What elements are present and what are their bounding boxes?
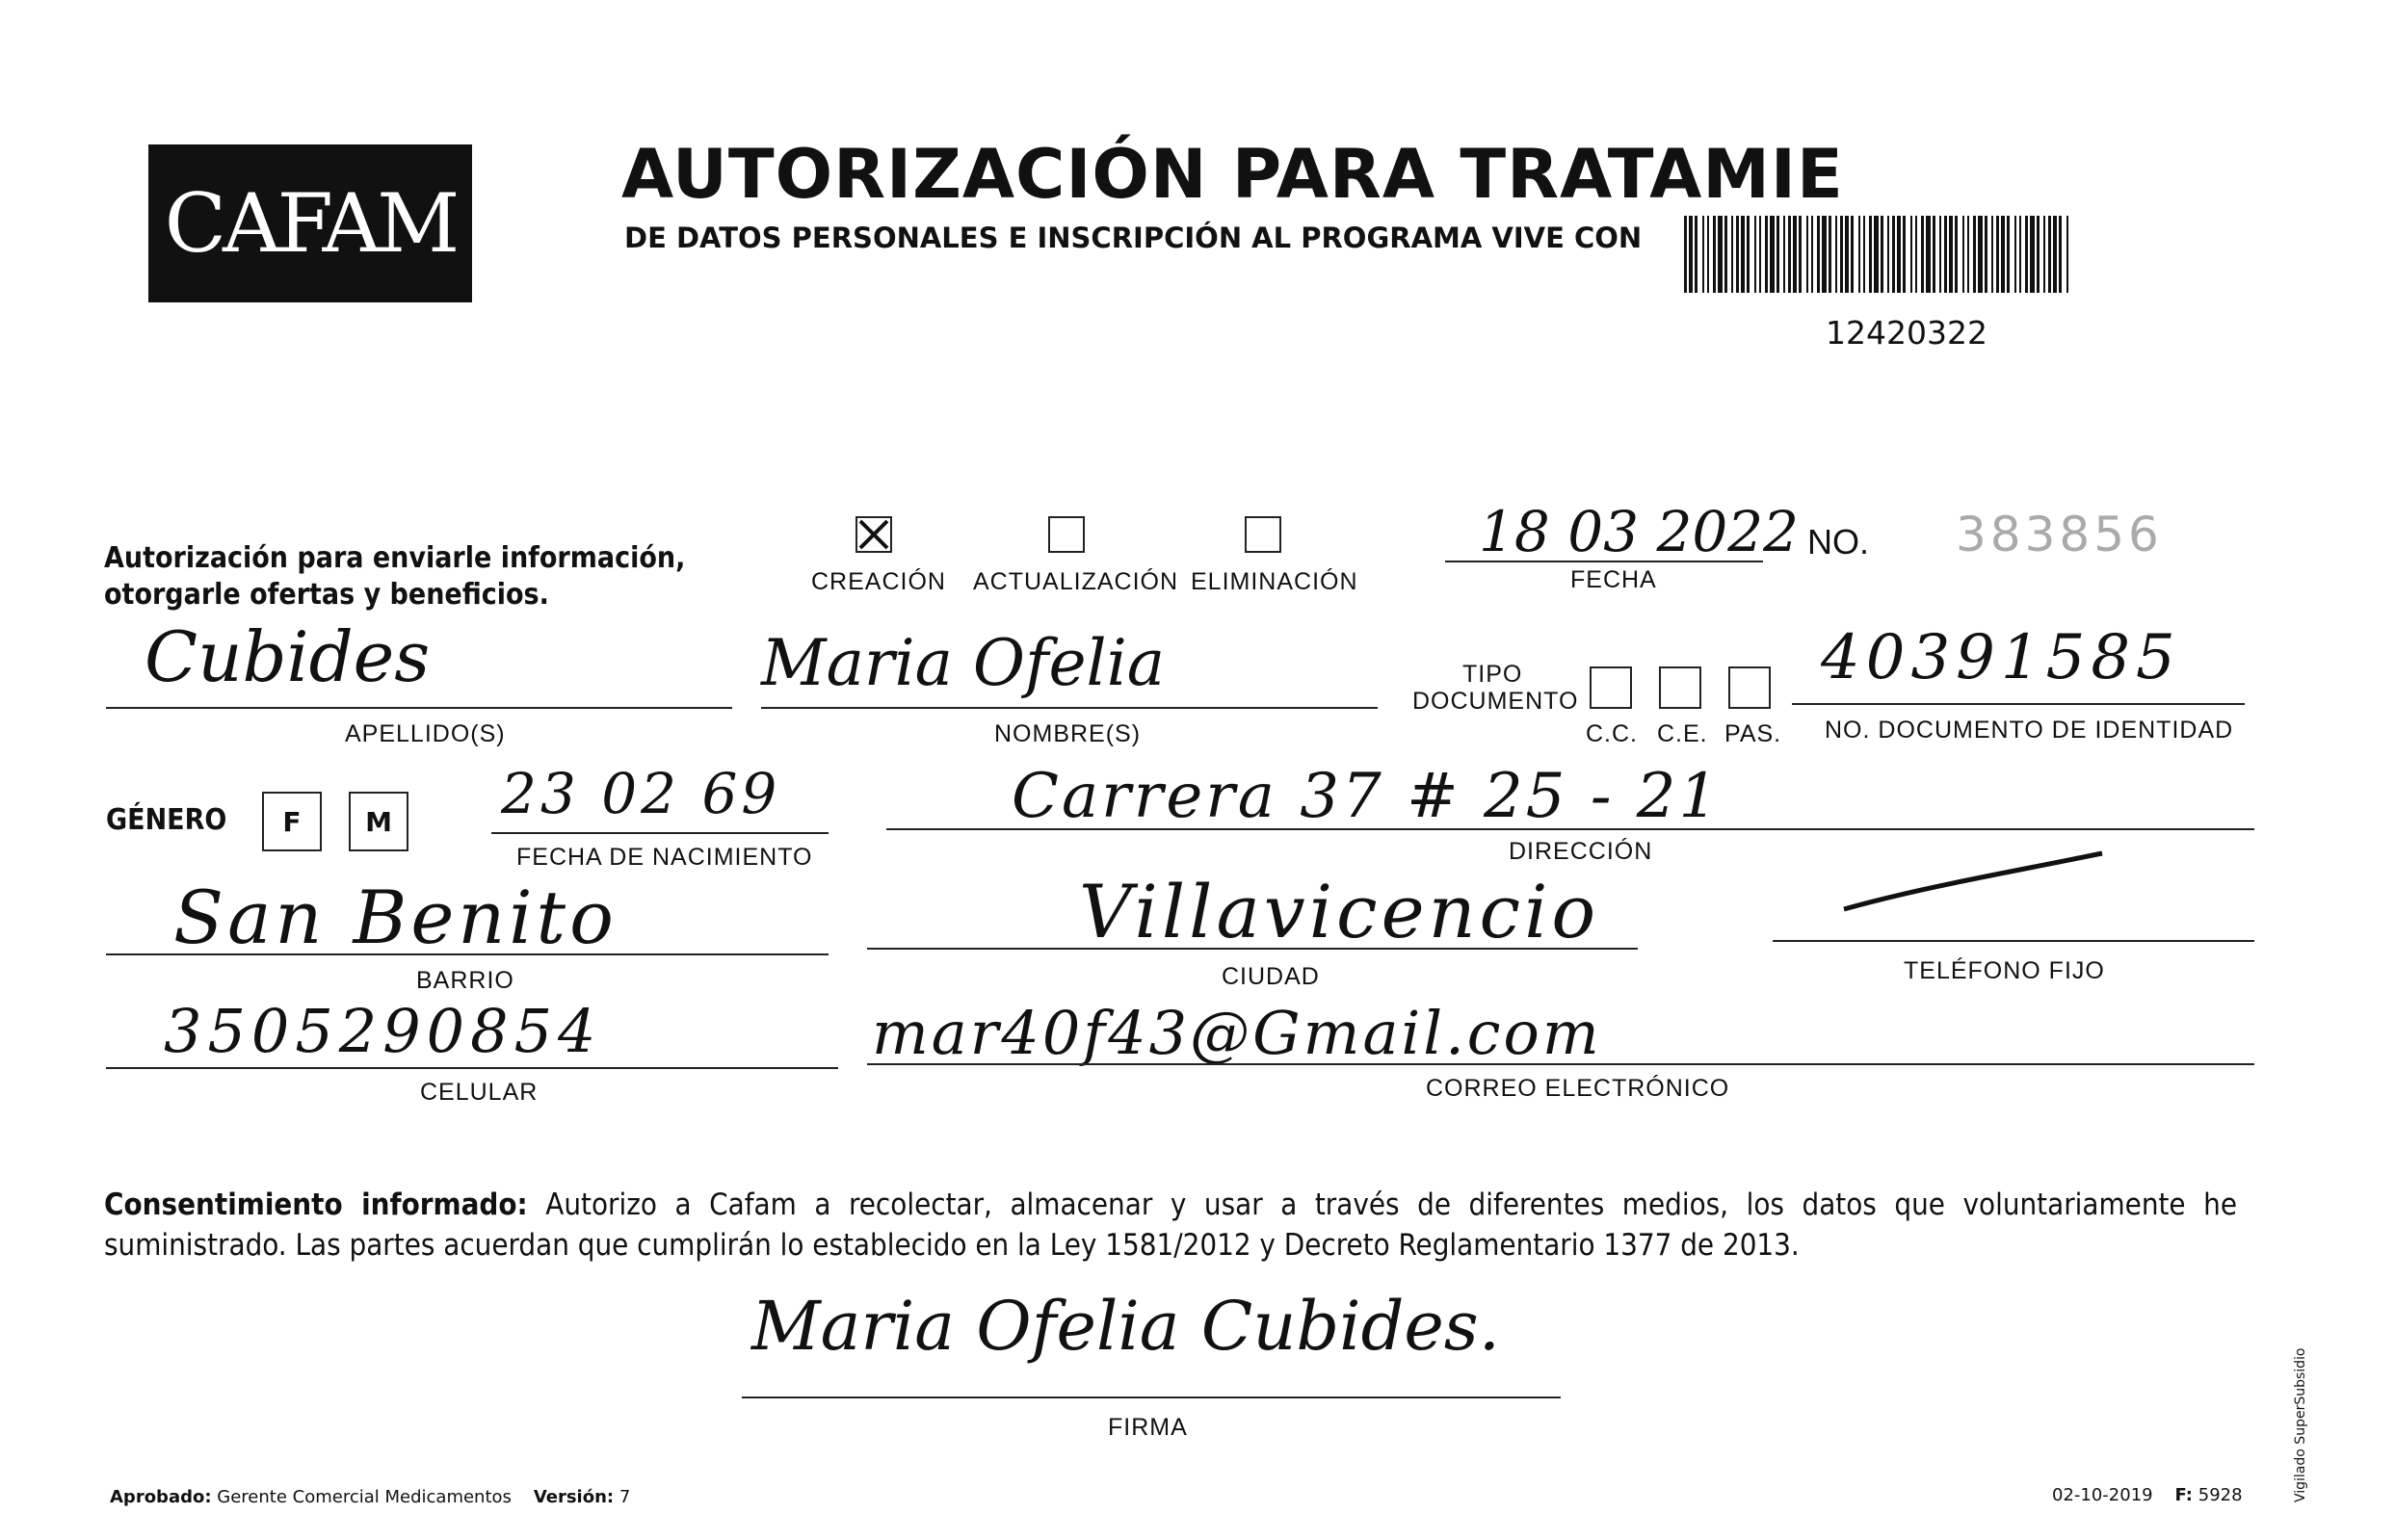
- ciudad-label: CIUDAD: [1222, 963, 1320, 990]
- version-value: 7: [618, 1487, 631, 1507]
- tipo-pas-checkbox[interactable]: [1728, 666, 1771, 709]
- actualizacion-checkbox[interactable]: [1048, 516, 1085, 553]
- barrio-value[interactable]: San Benito: [173, 874, 618, 960]
- correo-line: [867, 1063, 2254, 1065]
- celular-line: [106, 1067, 838, 1069]
- direccion-label: DIRECCIÓN: [1509, 838, 1653, 865]
- tipo-ce-label: C.E.: [1657, 720, 1708, 747]
- form-value: 5928: [2198, 1485, 2243, 1505]
- actualizacion-label: ACTUALIZACIÓN: [973, 568, 1179, 595]
- direccion-value[interactable]: Carrera 37 # 25 - 21: [1012, 761, 1722, 832]
- consent-heading: Consentimiento informado:: [104, 1188, 528, 1222]
- celular-label: CELULAR: [420, 1079, 539, 1106]
- cafam-logo: CAFAM: [148, 144, 472, 302]
- telefono-line: [1773, 940, 2254, 942]
- eliminacion-checkbox[interactable]: [1245, 516, 1281, 553]
- genero-m-box[interactable]: M: [349, 792, 408, 851]
- fecha-label: FECHA: [1570, 566, 1657, 593]
- documento-label: NO. DOCUMENTO DE IDENTIDAD: [1825, 717, 2234, 744]
- creacion-label: CREACIÓN: [811, 568, 946, 595]
- side-text: Vigilado SuperSubsidio: [2293, 1347, 2308, 1502]
- nombres-line: [761, 707, 1378, 709]
- apellidos-label: APELLIDO(S): [345, 720, 506, 747]
- barcode: [1684, 216, 2069, 293]
- genero-f-box[interactable]: F: [262, 792, 322, 851]
- form-title: AUTORIZACIÓN PARA TRATAMIE: [621, 135, 1844, 214]
- barcode-number: 12420322: [1826, 314, 1987, 352]
- telefono-label: TELÉFONO FIJO: [1904, 957, 2105, 984]
- apellidos-line: [106, 707, 732, 709]
- tipo-label-line2: DOCUMENTO: [1412, 688, 1579, 715]
- aprobado-label: Aprobado:: [110, 1487, 212, 1507]
- documento-line: [1792, 703, 2245, 705]
- fecha-nacimiento-line: [491, 832, 829, 834]
- documento-value[interactable]: 40391585: [1821, 622, 2181, 693]
- aprobado-value: Gerente Comercial Medicamentos: [217, 1487, 512, 1507]
- genero-label: GÉNERO: [106, 803, 227, 837]
- tipo-pas-label: PAS.: [1724, 720, 1782, 747]
- telefono-strike-line: [1840, 848, 2110, 915]
- nombres-value[interactable]: Maria Ofelia: [761, 626, 1166, 700]
- creacion-checkbox[interactable]: [855, 516, 892, 553]
- form-label: F:: [2174, 1485, 2194, 1505]
- ciudad-value[interactable]: Villavicencio: [1079, 869, 1600, 954]
- footer-right: [2052, 1485, 2243, 1505]
- tipo-cc-label: C.C.: [1586, 720, 1638, 747]
- consent-paragraph: [104, 1185, 2237, 1266]
- nombres-label: NOMBRE(S): [994, 720, 1142, 747]
- signature-label: FIRMA: [1108, 1414, 1188, 1441]
- tipo-label-line1: TIPO: [1462, 661, 1523, 688]
- barrio-line: [106, 953, 829, 955]
- ciudad-line: [867, 948, 1638, 950]
- authorization-text-line2: otorgarle ofertas y beneficios.: [104, 578, 549, 612]
- direccion-line: [886, 828, 2254, 830]
- no-label: NO.: [1807, 522, 1870, 561]
- fecha-value[interactable]: 18 03 2022: [1479, 499, 1800, 564]
- eliminacion-label: ELIMINACIÓN: [1191, 568, 1358, 595]
- form-subtitle: DE DATOS PERSONALES E INSCRIPCIÓN AL PROGRAMA VIVE CON: [624, 222, 1643, 254]
- fecha-line: [1445, 561, 1763, 562]
- tipo-cc-checkbox[interactable]: [1590, 666, 1632, 709]
- apellidos-value[interactable]: Cubides: [145, 616, 431, 697]
- no-value: 383856: [1956, 507, 2163, 562]
- version-label: Versión:: [533, 1487, 615, 1507]
- tipo-ce-checkbox[interactable]: [1659, 666, 1701, 709]
- barrio-label: BARRIO: [416, 967, 514, 994]
- authorization-text-line1: Autorización para enviarle información,: [104, 541, 686, 575]
- correo-value[interactable]: mar40f43@Gmail.com: [872, 998, 1602, 1068]
- fecha-nacimiento-label: FECHA DE NACIMIENTO: [516, 844, 813, 871]
- footer-left: [110, 1487, 630, 1507]
- correo-label: CORREO ELECTRÓNICO: [1426, 1075, 1730, 1102]
- fecha-nacimiento-value[interactable]: 23 02 69: [501, 761, 781, 826]
- celular-value[interactable]: 3505290854: [164, 996, 602, 1066]
- signature-value[interactable]: Maria Ofelia Cubides.: [751, 1287, 1500, 1366]
- signature-line: [742, 1396, 1561, 1398]
- check-mark-icon: [857, 518, 890, 551]
- footer-date: 02-10-2019: [2052, 1485, 2153, 1505]
- consent-text: Autorizo a Cafam a recolectar, almacenar y usar a través de diferentes medios, los datos que voluntariamente he suministrado. Las partes acuerdan que cumplirán lo establecido en la Ley 1581/2012 y Decreto Reglamentario 1377 de 2013.: [104, 1188, 2238, 1263]
